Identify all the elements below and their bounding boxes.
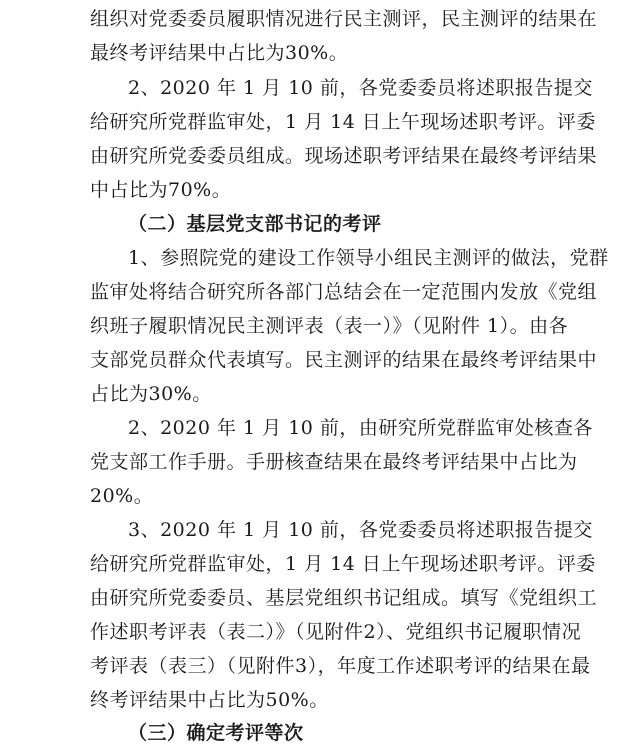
paragraph-line: 占比为30%。 [90,383,212,405]
paragraph-line: 1、参照院党的建设工作领导小组民主测评的做法，党群 [128,247,609,269]
paragraph-line: 给研究所党群监审处，1 月 14 日上午现场述职考评。评委 [90,553,596,575]
section-heading: （二）基层党支部书记的考评 [128,213,382,235]
paragraph-line: 最终考评结果中占比为30%。 [90,42,349,64]
paragraph-line: 监审处将结合研究所各部门总结会在一定范围内发放《党组 [90,281,598,303]
paragraph-line: 2、2020 年 1 月 10 前，各党委委员将述职报告提交 [128,77,593,99]
paragraph-line: 2、2020 年 1 月 10 前，由研究所党群监审处核查各 [128,417,593,439]
paragraph-line: 考评表（表三）（见附件3），年度工作述职考评的结果在最 [90,655,591,677]
paragraph-line: 由研究所党委委员、基层党组织书记组成。填写《党组织工 [90,587,598,609]
paragraph-line: 支部党员群众代表填写。民主测评的结果在最终考评结果中 [90,349,598,371]
paragraph-line: 由研究所党委委员组成。现场述职考评结果在最终考评结果 [90,145,598,167]
paragraph-line: 给研究所党群监审处，1 月 14 日上午现场述职考评。评委 [90,111,596,133]
paragraph-line: 作述职考评表（表二）》（见附件2）、党组织书记履职情况 [90,621,582,643]
paragraph-line: 终考评结果中占比为50%。 [90,689,329,711]
paragraph-line: 3、2020 年 1 月 10 前，各党委委员将述职报告提交 [128,519,593,541]
paragraph-line: 中占比为70%。 [90,179,232,201]
paragraph-line: 20%。 [90,485,154,507]
paragraph-line: 党支部工作手册。手册核查结果在最终考评结果中占比为 [90,451,578,473]
paragraph-line: 组织对党委委员履职情况进行民主测评，民主测评的结果在 [90,8,598,30]
section-heading: （三）确定考评等次 [128,722,304,744]
paragraph-line: 织班子履职情况民主测评表（表一）》（见附件 1）。由各 [90,315,569,337]
